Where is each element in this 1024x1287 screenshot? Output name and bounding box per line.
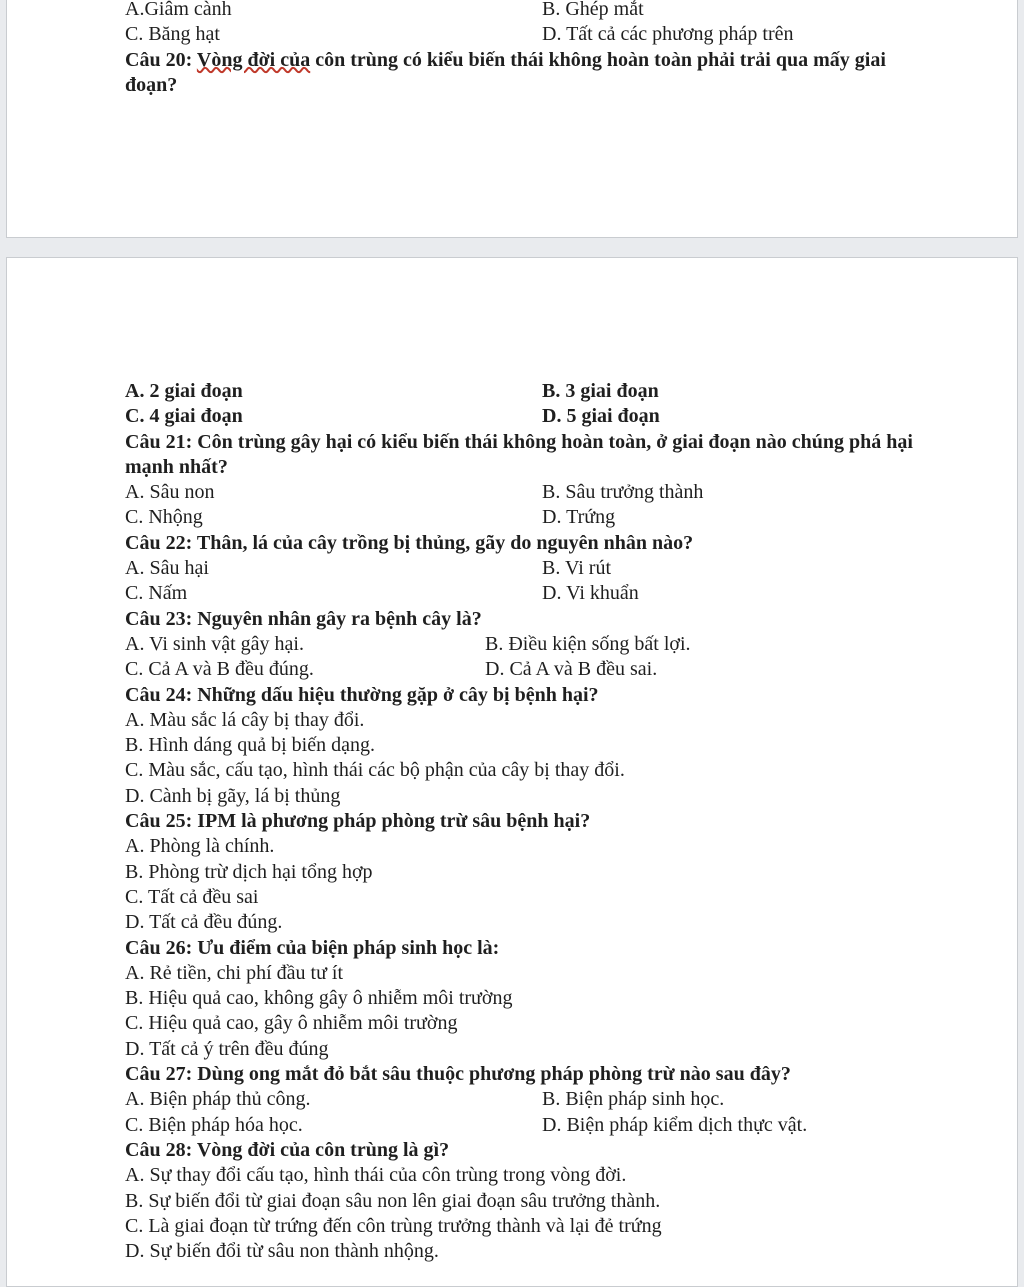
document-page-1 (6, 0, 1018, 238)
option-a: A. Rẻ tiền, chi phí đầu tư ít (125, 961, 344, 984)
question-22: Câu 22: Thân, lá của cây trồng bị thủng, gãy do nguyên nhân nào? (125, 531, 694, 554)
option-b: B. Sâu trưởng thành (542, 481, 704, 504)
q20-option-row-2 (125, 404, 925, 429)
q22-option-row-1 (125, 556, 925, 581)
question-27: Câu 27: Dùng ong mắt đỏ bắt sâu thuộc phương pháp phòng trừ nào sau đây? (125, 1063, 791, 1086)
option-c: C. Nấm (125, 582, 188, 605)
option-c: C. Băng hạt (125, 23, 220, 46)
option-b: B. 3 giai đoạn (542, 380, 659, 402)
q27-option-row-1 (125, 1087, 925, 1112)
option-d: D. Tất cả ý trên đều đúng (125, 1037, 329, 1060)
question-23: Câu 23: Nguyên nhân gây ra bệnh cây là? (125, 607, 482, 630)
option-d: D. Sự biến đổi từ sâu non thành nhộng. (125, 1240, 439, 1263)
option-a: A. Biện pháp thủ công. (125, 1088, 311, 1111)
question-28: Câu 28: Vòng đời của côn trùng là gì? (125, 1138, 450, 1161)
question-24: Câu 24: Những dấu hiệu thường gặp ở cây bị bệnh hại? (125, 683, 599, 706)
option-b: B. Điều kiện sống bất lợi. (485, 632, 691, 655)
q21-option-row-2 (125, 505, 925, 530)
q21-option-row-1 (125, 480, 925, 505)
option-a: A. Sâu non (125, 481, 215, 504)
question-20 (125, 48, 915, 99)
page-1-content (125, 0, 925, 98)
option-d: D. Tất cả các phương pháp trên (542, 23, 794, 46)
q19-option-row-1 (125, 0, 925, 22)
option-c: C. Hiệu quả cao, gây ô nhiễm môi trường (125, 1012, 458, 1035)
option-b: B. Hiệu quả cao, không gây ô nhiễm môi trường (125, 987, 513, 1010)
option-d: D. Biện pháp kiểm dịch thực vật. (542, 1113, 808, 1136)
option-c: C. Tất cả đều sai (125, 885, 259, 908)
question-number: Câu 20: (125, 48, 193, 71)
q20-option-row-1 (125, 379, 925, 404)
option-a: A. Sâu hại (125, 557, 209, 580)
question-26: Câu 26: Ưu điểm của biện pháp sinh học là: (125, 936, 500, 959)
question-text-underlined: Vòng đời của (196, 48, 311, 71)
option-d: D. Cả A và B đều sai. (485, 658, 658, 681)
option-c: C. Cả A và B đều đúng. (125, 658, 314, 681)
option-d: D. Trứng (542, 506, 616, 529)
q22-option-row-2 (125, 581, 925, 606)
q23-option-row-2 (125, 657, 925, 682)
option-c: C. 4 giai đoạn (125, 405, 243, 428)
option-c: C. Màu sắc, cấu tạo, hình thái các bộ phận của cây bị thay đổi. (125, 759, 625, 782)
option-a: A. Sự thay đổi cấu tạo, hình thái của côn trùng trong vòng đời. (125, 1164, 627, 1187)
option-a: A. Phòng là chính. (125, 835, 275, 858)
option-c: C. Nhộng (125, 506, 203, 529)
question-text: côn trùng có kiểu biến thái không hoàn toàn phải trải qua mấy giai đoạn? (125, 48, 886, 96)
option-d: D. Vi khuẩn (542, 582, 639, 605)
option-a: A. Màu sắc lá cây bị thay đổi. (125, 708, 365, 731)
option-c: C. Là giai đoạn từ trứng đến côn trùng trưởng thành và lại đẻ trứng (125, 1214, 662, 1237)
question-21: Câu 21: Côn trùng gây hại có kiểu biến thái không hoàn toàn, ở giai đoạn nào chúng phá hại mạnh nhất? (125, 430, 913, 478)
option-b: B. Sự biến đổi từ giai đoạn sâu non lên giai đoạn sâu trưởng thành. (125, 1189, 661, 1212)
option-a: A. Vi sinh vật gây hại. (125, 632, 304, 655)
option-b: B. Hình dáng quả bị biến dạng. (125, 734, 375, 757)
option-d: D. 5 giai đoạn (542, 405, 660, 428)
option-a: A.Giâm cành (125, 0, 232, 20)
q23-option-row-1 (125, 632, 925, 657)
option-c: C. Biện pháp hóa học. (125, 1113, 303, 1136)
document-page-2 (6, 257, 1018, 1287)
q27-option-row-2 (125, 1113, 925, 1138)
option-d: D. Cành bị gãy, lá bị thủng (125, 784, 341, 807)
page-2-content (125, 379, 925, 1264)
option-a: A. 2 giai đoạn (125, 380, 243, 402)
option-b: B. Vi rút (542, 557, 611, 580)
option-b: B. Ghép mắt (542, 0, 644, 20)
option-b: B. Phòng trừ dịch hại tổng hợp (125, 860, 373, 883)
q19-option-row-2 (125, 22, 925, 47)
option-d: D. Tất cả đều đúng. (125, 911, 283, 934)
option-b: B. Biện pháp sinh học. (542, 1088, 725, 1111)
question-25: Câu 25: IPM là phương pháp phòng trừ sâu bệnh hại? (125, 810, 591, 833)
